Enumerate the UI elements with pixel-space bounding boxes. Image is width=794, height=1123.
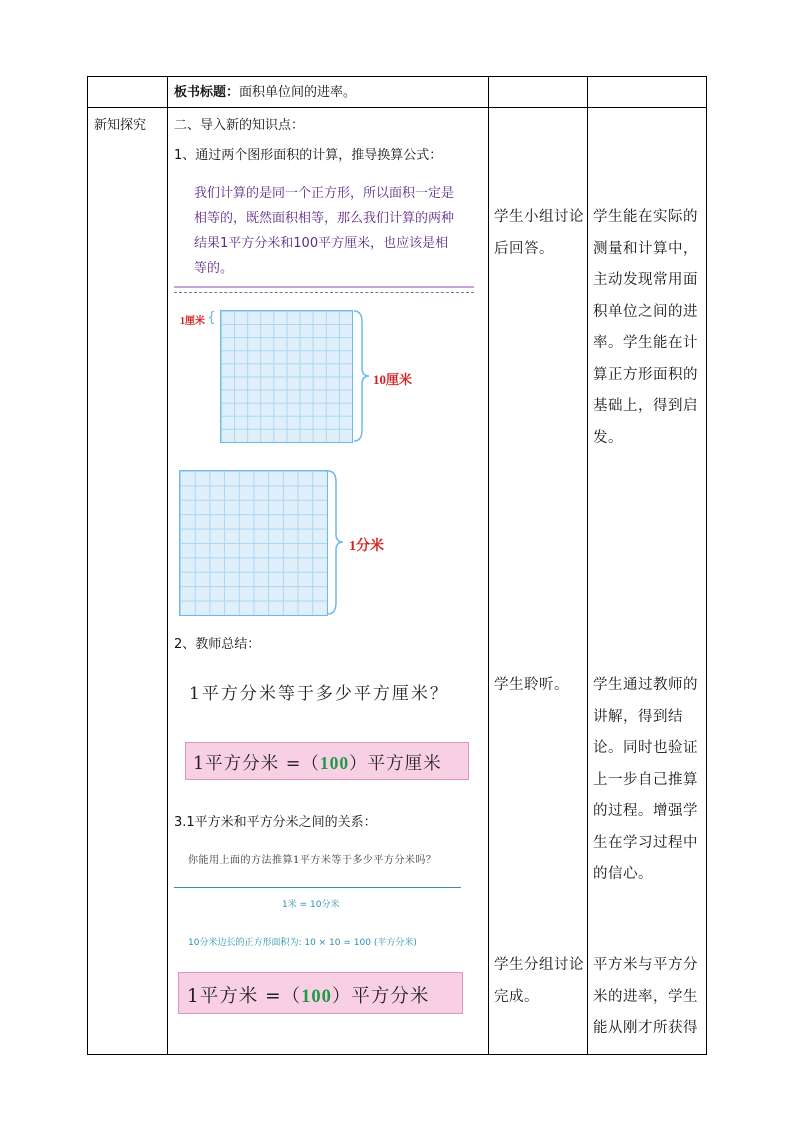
label-1dm: 1分米 (349, 539, 384, 554)
label-10cm: 10厘米 (373, 372, 413, 387)
eq-area: 10分米边长的正方形面积为: 10 × 10 = 100 (平方分米) (188, 938, 417, 948)
student-activity-1: 学生小组讨论后回答。 (494, 209, 584, 257)
table-border-top (87, 76, 707, 77)
board-title-text: 面积单位间的进率。 (239, 85, 357, 100)
decorative-divider (174, 286, 474, 293)
table-row-divider (87, 107, 707, 108)
grid-square-10cm (220, 310, 353, 443)
design-intent-1: 学生能在实际的测量和计算中，主动发现常用面积单位之间的进率。学生能在计算正方形面积的基础上，得到启发。 (593, 209, 698, 446)
question-2: 你能用上面的方法推算1平方米等于多少平方分米吗？ (188, 855, 437, 866)
table-divider (167, 76, 168, 1055)
grid-square-1dm (179, 470, 328, 616)
formula-2-value: 100 (301, 987, 332, 1007)
content-item-2: 2、教师总结： (174, 637, 261, 652)
board-title-row (174, 85, 356, 100)
right-brace-icon (326, 470, 346, 615)
table-border-left (87, 76, 88, 1055)
table-border-bottom (87, 1054, 707, 1055)
label-1cm: 1厘米 (180, 316, 205, 327)
formula-2 (187, 982, 429, 1008)
formula-1 (193, 750, 442, 775)
formula-2-right: ）平方分米 (331, 986, 430, 1007)
student-activity-3: 学生分组讨论完成。 (494, 957, 584, 1005)
content-item-3: 3.1平方米和平方分米之间的关系： (174, 815, 377, 830)
formula-1-left: 1平方分米 =（ (193, 754, 320, 774)
formula-1-value: 100 (319, 753, 350, 773)
teal-divider (174, 887, 461, 888)
design-intent-2: 学生通过教师的讲解，得到结论。同时也验证上一步自己推算的过程。增强学生在学习过程中的信心。 (593, 677, 698, 882)
table-divider (488, 76, 489, 1055)
content-item-1: 1、通过两个图形面积的计算，推导换算公式： (174, 148, 443, 163)
table-border-right (706, 76, 707, 1055)
content-heading: 二、导入新的知识点： (174, 118, 305, 133)
question-1: 1平方分米等于多少平方厘米？ (189, 684, 449, 704)
right-brace-icon (352, 310, 372, 442)
explanation-text: 我们计算的是同一个正方形，所以面积一定是相等的，既然面积相等，那么我们计算的两种结果1平方分米和100平方厘米，也应该是相等的。 (194, 186, 455, 276)
table-divider (587, 76, 588, 1055)
small-brace-icon: { (207, 310, 216, 326)
section-label: 新知探究 (94, 118, 147, 133)
eq-meter: 1米 = 10分米 (282, 900, 340, 910)
student-activity-2: 学生聆听。 (494, 677, 569, 693)
board-title-label: 板书标题： (174, 85, 240, 100)
formula-1-right: ）平方厘米 (349, 754, 442, 774)
formula-2-left: 1平方米 =（ (187, 986, 302, 1007)
design-intent-3: 平方米与平方分米的进率，学生能从刚才所获得 (593, 957, 698, 1036)
